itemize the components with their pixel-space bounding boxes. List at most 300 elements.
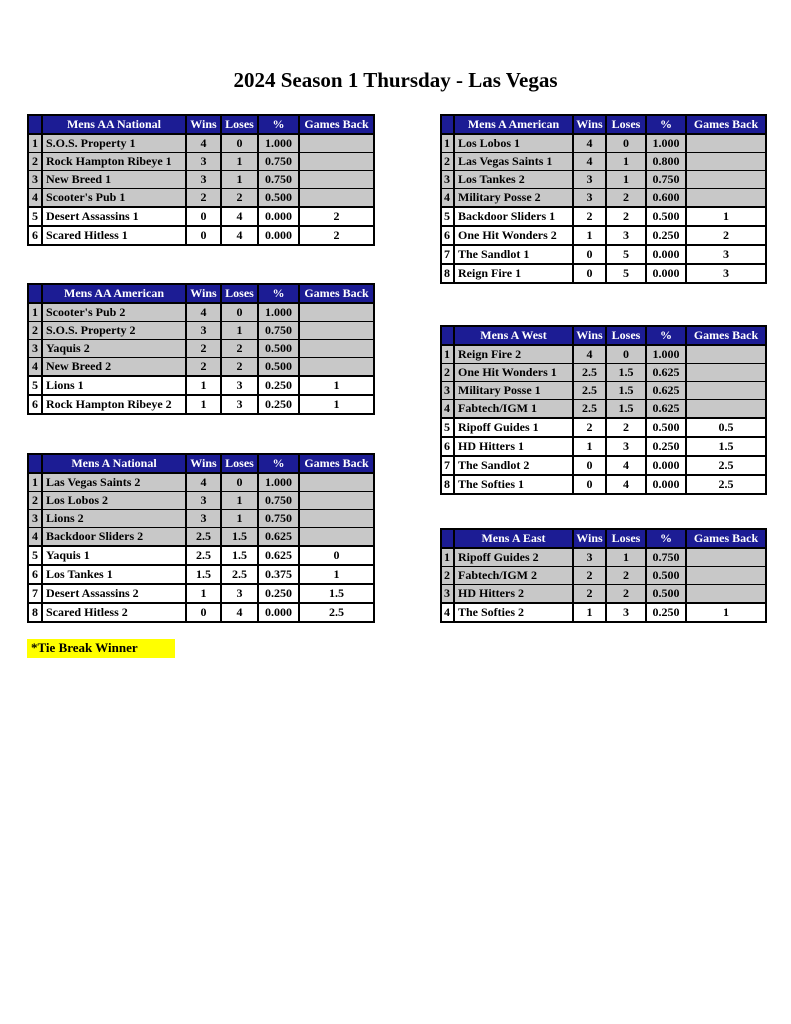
team-row	[441, 171, 766, 189]
wins-cell: 0	[186, 226, 221, 245]
team-row	[441, 382, 766, 400]
team-row	[441, 603, 766, 622]
loses-cell: 5	[606, 245, 646, 264]
loses-cell: 3	[221, 376, 258, 395]
rank-cell: 8	[441, 475, 454, 494]
games-back-cell: 0	[299, 546, 374, 565]
games-back-cell	[686, 364, 766, 382]
team-name-cell: New Breed 1	[42, 171, 186, 189]
column-header: Wins	[573, 529, 606, 548]
page-title: 2024 Season 1 Thursday - Las Vegas	[233, 68, 558, 92]
pct-cell: 1.000	[258, 303, 299, 322]
pct-cell: 0.625	[646, 364, 686, 382]
pct-cell: 0.000	[258, 207, 299, 226]
games-back-cell	[686, 382, 766, 400]
games-back-cell: 3	[686, 264, 766, 283]
wins-cell: 1	[573, 603, 606, 622]
pct-cell: 1.000	[258, 473, 299, 492]
wins-cell: 4	[186, 134, 221, 153]
games-back-cell	[299, 171, 374, 189]
loses-cell: 1.5	[221, 528, 258, 547]
games-back-cell	[299, 153, 374, 171]
standings-table	[440, 528, 767, 623]
wins-cell: 2	[573, 418, 606, 437]
division-title: Mens A East	[454, 529, 573, 548]
pct-cell: 0.250	[646, 603, 686, 622]
team-name-cell: Fabtech/IGM 2	[454, 567, 573, 585]
loses-cell: 2	[606, 189, 646, 208]
wins-cell: 3	[186, 510, 221, 528]
rank-cell: 7	[28, 584, 42, 603]
loses-cell: 2	[221, 358, 258, 377]
team-row	[441, 134, 766, 153]
standings-table	[27, 114, 375, 246]
wins-cell: 0	[573, 475, 606, 494]
column-header: Wins	[186, 454, 221, 473]
column-header: %	[646, 115, 686, 134]
team-name-cell: Military Posse 1	[454, 382, 573, 400]
rank-cell: 4	[28, 358, 42, 377]
team-name-cell: Reign Fire 2	[454, 345, 573, 364]
column-header: Games Back	[299, 454, 374, 473]
games-back-cell	[299, 358, 374, 377]
team-row	[28, 226, 374, 245]
team-row	[28, 395, 374, 414]
column-header: %	[646, 529, 686, 548]
wins-cell: 3	[573, 171, 606, 189]
games-back-cell	[299, 492, 374, 510]
loses-cell: 5	[606, 264, 646, 283]
games-back-cell	[299, 528, 374, 547]
team-name-cell: Las Vegas Saints 2	[42, 473, 186, 492]
team-name-cell: One Hit Wonders 1	[454, 364, 573, 382]
wins-cell: 3	[186, 153, 221, 171]
team-name-cell: Yaquis 2	[42, 340, 186, 358]
team-row	[441, 418, 766, 437]
wins-cell: 1	[573, 437, 606, 456]
pct-cell: 0.500	[646, 585, 686, 604]
games-back-cell	[686, 567, 766, 585]
team-name-cell: Ripoff Guides 1	[454, 418, 573, 437]
rank-cell: 2	[28, 492, 42, 510]
team-row	[441, 475, 766, 494]
header-row	[441, 115, 766, 134]
pct-cell: 0.000	[258, 603, 299, 622]
pct-cell: 0.500	[258, 340, 299, 358]
games-back-cell	[299, 134, 374, 153]
pct-cell: 0.625	[258, 546, 299, 565]
column-header: Wins	[573, 115, 606, 134]
team-row	[441, 437, 766, 456]
rank-cell: 1	[28, 134, 42, 153]
pct-cell: 0.625	[646, 400, 686, 419]
rank-cell: 2	[28, 153, 42, 171]
loses-cell: 3	[606, 603, 646, 622]
games-back-cell	[686, 400, 766, 419]
loses-cell: 4	[606, 456, 646, 475]
pct-cell: 1.000	[646, 345, 686, 364]
pct-cell: 0.500	[646, 418, 686, 437]
rank-cell: 6	[28, 226, 42, 245]
games-back-cell	[686, 548, 766, 567]
column-header: Wins	[186, 115, 221, 134]
team-name-cell: The Sandlot 2	[454, 456, 573, 475]
team-row	[441, 567, 766, 585]
team-name-cell: Scooter's Pub 1	[42, 189, 186, 208]
loses-cell: 2	[606, 418, 646, 437]
rank-cell: 3	[441, 585, 454, 604]
team-row	[441, 189, 766, 208]
team-row	[441, 364, 766, 382]
pct-cell: 0.500	[646, 567, 686, 585]
wins-cell: 4	[186, 303, 221, 322]
team-name-cell: Ripoff Guides 2	[454, 548, 573, 567]
pct-cell: 0.600	[646, 189, 686, 208]
loses-cell: 4	[221, 603, 258, 622]
rank-cell: 4	[441, 189, 454, 208]
games-back-cell: 2	[299, 226, 374, 245]
rank-cell: 6	[441, 437, 454, 456]
wins-cell: 0	[573, 456, 606, 475]
loses-cell: 4	[606, 475, 646, 494]
column-header: Loses	[221, 284, 258, 303]
team-name-cell: The Softies 2	[454, 603, 573, 622]
loses-cell: 1	[221, 171, 258, 189]
rank-cell: 4	[441, 603, 454, 622]
rank-cell: 7	[441, 245, 454, 264]
games-back-cell	[299, 322, 374, 340]
games-back-cell: 2	[299, 207, 374, 226]
team-name-cell: Rock Hampton Ribeye 2	[42, 395, 186, 414]
header-row	[441, 529, 766, 548]
team-name-cell: Yaquis 1	[42, 546, 186, 565]
team-row	[441, 400, 766, 419]
team-row	[28, 546, 374, 565]
rank-cell: 3	[28, 510, 42, 528]
wins-cell: 0	[573, 264, 606, 283]
column-header: Games Back	[686, 326, 766, 345]
rank-cell: 4	[441, 400, 454, 419]
loses-cell: 3	[606, 437, 646, 456]
rank-cell: 1	[28, 303, 42, 322]
team-row	[28, 134, 374, 153]
games-back-cell: 1.5	[686, 437, 766, 456]
standings-table	[440, 325, 767, 495]
pct-cell: 0.750	[258, 171, 299, 189]
pct-cell: 0.500	[258, 189, 299, 208]
team-row	[28, 340, 374, 358]
rank-cell: 2	[441, 567, 454, 585]
team-name-cell: The Sandlot 1	[454, 245, 573, 264]
pct-cell: 0.625	[646, 382, 686, 400]
games-back-cell: 1	[299, 376, 374, 395]
pct-cell: 0.750	[646, 548, 686, 567]
table-mens-a-east	[440, 528, 767, 623]
rank-cell: 8	[28, 603, 42, 622]
loses-cell: 0	[221, 303, 258, 322]
rank-cell: 3	[28, 340, 42, 358]
games-back-cell	[299, 510, 374, 528]
pct-cell: 0.750	[646, 171, 686, 189]
pct-cell: 0.750	[258, 510, 299, 528]
pct-cell: 0.250	[258, 395, 299, 414]
column-header: Loses	[606, 529, 646, 548]
rank-cell: 2	[28, 322, 42, 340]
team-name-cell: Rock Hampton Ribeye 1	[42, 153, 186, 171]
team-name-cell: Backdoor Sliders 2	[42, 528, 186, 547]
team-name-cell: New Breed 2	[42, 358, 186, 377]
team-name-cell: S.O.S. Property 1	[42, 134, 186, 153]
division-title: Mens A West	[454, 326, 573, 345]
division-title: Mens AA American	[42, 284, 186, 303]
games-back-cell	[299, 473, 374, 492]
team-row	[28, 565, 374, 584]
pct-cell: 0.000	[646, 245, 686, 264]
team-name-cell: Los Tankes 2	[454, 171, 573, 189]
column-header: Wins	[573, 326, 606, 345]
team-row	[28, 322, 374, 340]
games-back-cell: 2.5	[686, 456, 766, 475]
rank-column-header	[441, 529, 454, 548]
wins-cell: 2	[186, 340, 221, 358]
pct-cell: 0.000	[646, 264, 686, 283]
team-row	[441, 585, 766, 604]
rank-column-header	[441, 115, 454, 134]
loses-cell: 2	[221, 340, 258, 358]
wins-cell: 4	[186, 473, 221, 492]
team-row	[28, 303, 374, 322]
rank-cell: 1	[441, 548, 454, 567]
division-title: Mens A National	[42, 454, 186, 473]
column-header: Wins	[186, 284, 221, 303]
rank-cell: 3	[441, 171, 454, 189]
loses-cell: 3	[221, 395, 258, 414]
games-back-cell: 2.5	[686, 475, 766, 494]
loses-cell: 4	[221, 226, 258, 245]
loses-cell: 2	[606, 207, 646, 226]
team-row	[28, 376, 374, 395]
rank-cell: 1	[441, 134, 454, 153]
wins-cell: 2	[186, 358, 221, 377]
wins-cell: 0	[186, 207, 221, 226]
rank-cell: 5	[441, 418, 454, 437]
column-header: Loses	[606, 115, 646, 134]
rank-cell: 1	[441, 345, 454, 364]
games-back-cell: 1	[299, 395, 374, 414]
rank-cell: 6	[441, 226, 454, 245]
rank-column-header	[28, 115, 42, 134]
column-header: Games Back	[686, 529, 766, 548]
header-row	[441, 326, 766, 345]
loses-cell: 2	[221, 189, 258, 208]
pct-cell: 1.000	[258, 134, 299, 153]
games-back-cell	[686, 171, 766, 189]
pct-cell: 0.750	[258, 153, 299, 171]
team-name-cell: S.O.S. Property 2	[42, 322, 186, 340]
team-name-cell: Scared Hitless 1	[42, 226, 186, 245]
team-row	[28, 584, 374, 603]
games-back-cell	[299, 303, 374, 322]
standings-table	[27, 283, 375, 415]
pct-cell: 0.750	[258, 322, 299, 340]
wins-cell: 3	[186, 171, 221, 189]
games-back-cell	[686, 585, 766, 604]
loses-cell: 1.5	[606, 382, 646, 400]
rank-cell: 6	[28, 395, 42, 414]
rank-cell: 3	[441, 382, 454, 400]
wins-cell: 2	[573, 585, 606, 604]
loses-cell: 1	[606, 171, 646, 189]
loses-cell: 0	[606, 345, 646, 364]
games-back-cell	[686, 345, 766, 364]
games-back-cell: 0.5	[686, 418, 766, 437]
wins-cell: 1	[186, 584, 221, 603]
tie-break-winner-legend: *Tie Break Winner	[27, 639, 175, 658]
column-header: Loses	[606, 326, 646, 345]
games-back-cell	[299, 189, 374, 208]
table-mens-a-west	[440, 325, 767, 495]
team-row	[28, 153, 374, 171]
wins-cell: 1	[186, 376, 221, 395]
header-row	[28, 284, 374, 303]
header-row	[28, 454, 374, 473]
standings-table	[440, 114, 767, 284]
team-row	[28, 189, 374, 208]
loses-cell: 1	[221, 492, 258, 510]
loses-cell: 1	[221, 510, 258, 528]
loses-cell: 2.5	[221, 565, 258, 584]
rank-column-header	[28, 454, 42, 473]
wins-cell: 1	[186, 395, 221, 414]
wins-cell: 2.5	[573, 382, 606, 400]
games-back-cell	[299, 340, 374, 358]
team-row	[441, 153, 766, 171]
games-back-cell: 3	[686, 245, 766, 264]
team-row	[28, 510, 374, 528]
team-row	[28, 603, 374, 622]
wins-cell: 3	[573, 189, 606, 208]
team-row	[28, 207, 374, 226]
team-name-cell: Las Vegas Saints 1	[454, 153, 573, 171]
rank-cell: 5	[28, 376, 42, 395]
rank-column-header	[441, 326, 454, 345]
team-row	[441, 245, 766, 264]
wins-cell: 2	[573, 567, 606, 585]
rank-cell: 5	[28, 207, 42, 226]
loses-cell: 1	[606, 153, 646, 171]
pct-cell: 0.000	[258, 226, 299, 245]
column-header: Games Back	[299, 115, 374, 134]
rank-cell: 7	[441, 456, 454, 475]
loses-cell: 1	[221, 322, 258, 340]
team-name-cell: Fabtech/IGM 1	[454, 400, 573, 419]
wins-cell: 3	[186, 322, 221, 340]
loses-cell: 0	[221, 134, 258, 153]
pct-cell: 0.250	[646, 437, 686, 456]
team-name-cell: HD Hitters 2	[454, 585, 573, 604]
team-name-cell: Los Lobos 2	[42, 492, 186, 510]
team-row	[441, 345, 766, 364]
team-name-cell: Military Posse 2	[454, 189, 573, 208]
table-mens-a-national	[27, 453, 375, 623]
games-back-cell: 2	[686, 226, 766, 245]
games-back-cell	[686, 189, 766, 208]
loses-cell: 1	[221, 153, 258, 171]
loses-cell: 1	[606, 548, 646, 567]
team-name-cell: The Softies 1	[454, 475, 573, 494]
wins-cell: 4	[573, 345, 606, 364]
games-back-cell: 1.5	[299, 584, 374, 603]
column-header: Loses	[221, 115, 258, 134]
team-name-cell: Los Tankes 1	[42, 565, 186, 584]
team-row	[28, 528, 374, 547]
division-title: Mens A American	[454, 115, 573, 134]
team-name-cell: Scared Hitless 2	[42, 603, 186, 622]
loses-cell: 2	[606, 585, 646, 604]
column-header: %	[258, 454, 299, 473]
wins-cell: 2.5	[573, 400, 606, 419]
wins-cell: 3	[186, 492, 221, 510]
pct-cell: 0.375	[258, 565, 299, 584]
pct-cell: 1.000	[646, 134, 686, 153]
games-back-cell	[686, 134, 766, 153]
team-name-cell: Desert Assassins 1	[42, 207, 186, 226]
team-name-cell: HD Hitters 1	[454, 437, 573, 456]
team-name-cell: Backdoor Sliders 1	[454, 207, 573, 226]
header-row	[28, 115, 374, 134]
team-row	[441, 207, 766, 226]
wins-cell: 0	[573, 245, 606, 264]
wins-cell: 0	[186, 603, 221, 622]
pct-cell: 0.000	[646, 456, 686, 475]
team-row	[441, 226, 766, 245]
rank-cell: 2	[441, 153, 454, 171]
pct-cell: 0.625	[258, 528, 299, 547]
pct-cell: 0.250	[258, 584, 299, 603]
table-mens-a-american	[440, 114, 767, 284]
loses-cell: 1.5	[221, 546, 258, 565]
wins-cell: 3	[573, 548, 606, 567]
team-row	[28, 473, 374, 492]
loses-cell: 0	[221, 473, 258, 492]
pct-cell: 0.500	[646, 207, 686, 226]
team-row	[441, 264, 766, 283]
rank-cell: 8	[441, 264, 454, 283]
team-name-cell: One Hit Wonders 2	[454, 226, 573, 245]
rank-cell: 4	[28, 528, 42, 547]
pct-cell: 0.500	[258, 358, 299, 377]
rank-cell: 1	[28, 473, 42, 492]
loses-cell: 2	[606, 567, 646, 585]
table-mens-aa-american	[27, 283, 375, 415]
pct-cell: 0.750	[258, 492, 299, 510]
team-name-cell: Los Lobos 1	[454, 134, 573, 153]
column-header: Games Back	[686, 115, 766, 134]
wins-cell: 2.5	[573, 364, 606, 382]
loses-cell: 3	[221, 584, 258, 603]
column-header: %	[646, 326, 686, 345]
pct-cell: 0.800	[646, 153, 686, 171]
games-back-cell	[686, 153, 766, 171]
rank-cell: 4	[28, 189, 42, 208]
loses-cell: 1.5	[606, 400, 646, 419]
team-row	[28, 492, 374, 510]
standings-table	[27, 453, 375, 623]
team-name-cell: Lions 2	[42, 510, 186, 528]
division-title: Mens AA National	[42, 115, 186, 134]
column-header: %	[258, 284, 299, 303]
loses-cell: 4	[221, 207, 258, 226]
